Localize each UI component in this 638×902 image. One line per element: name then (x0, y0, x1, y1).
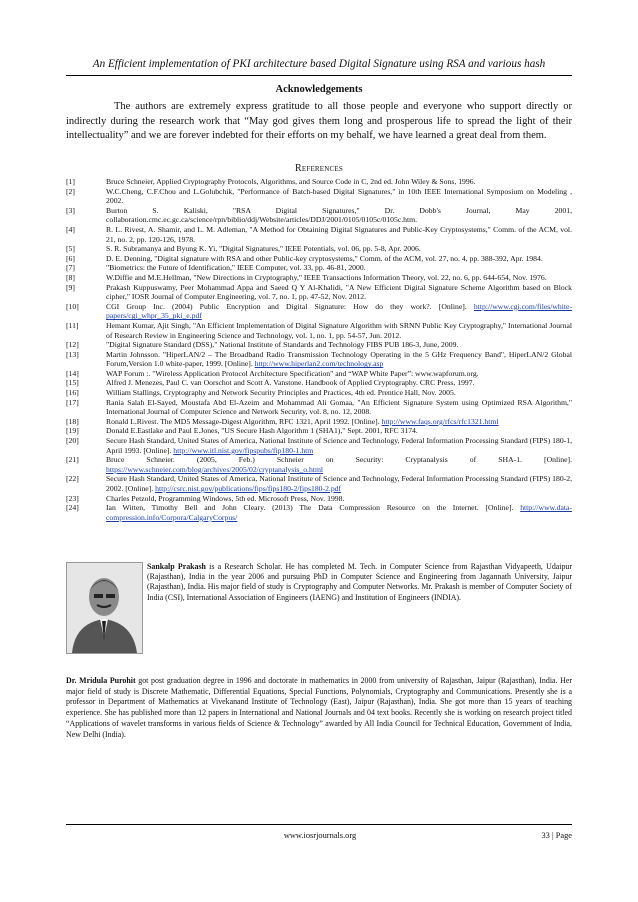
reference-text: D. E. Denning, "Digital signature with RSA and other Public-key cryptosystems," Comm. of the ACM, vol. 27, no. 4, pp. 388-392, Apr. 1984. (106, 253, 543, 263)
acknowledgements-body: The authors are extremely express gratitude to all those people and everyone who support directly or indirectly during the research work that “May god gives them long and prosperous life to spread the light of their intellectuality” and we are forever indebted for their efforts on my behalf, we have learned a great deal from them. (66, 101, 572, 142)
reference-item (66, 417, 572, 427)
reference-text: CGI Group Inc. (2004) Public Encryption and Digital Signature: How do they work?. [Online]. http://www.cgi.com/files/white-papers/cgi_whpr_35_pki_e.pdf (106, 301, 573, 321)
footer-rule (66, 824, 572, 825)
reference-text: Bruce Schneier, Applied Cryptography Protocols, Algorithms, and Source Code in C, 2nd ed. John Wiley & Sons, 1996. (106, 177, 476, 186)
reference-text: Secure Hash Standard, United States of America, National Institute of Science and Technology, Federal Information Processing Standard (FIPS) 180-2, 2002. [Online]. http://csrc.nist.gov/publications/fips/fips180-2/fips180-2.pdf (106, 474, 572, 493)
reference-text: W.Diffie and M.E.Hellman, "New Directions in Cryptography," IEEE Transactions Information Theory, vol. 22, no. 6, pp. 644-654, Nov. 1976. (106, 272, 547, 282)
reference-number: [20] (66, 436, 79, 446)
reference-link[interactable]: http://csrc.nist.gov/publications/fips/fips180-2/fips180-2.pdf (155, 484, 342, 493)
reference-number: [5] (66, 244, 75, 254)
reference-item (66, 503, 572, 522)
reference-item (66, 426, 572, 436)
reference-number: [23] (66, 493, 79, 503)
acknowledgements-title: Acknowledgements (275, 84, 363, 95)
reference-text: Burton S. Kaliski, "RSA Digital Signatures," Dr. Dobb's Journal, May 2001, collaboration.cmc.ec.gc.ca/science/rpn/biblio/ddj/Website/articles/DDJ/2001/0105/0105c/0105c.htm. (106, 205, 572, 225)
reference-item (66, 254, 572, 264)
reference-item (66, 321, 572, 340)
reference-text: WAP Forum :. "Wireless Application Protocol Architecture Specification" and “WAP White Paper”: www.wapforum.org. (106, 368, 479, 378)
references-list (66, 177, 572, 522)
author-name: Sankalp Prakash (147, 562, 206, 571)
reference-text: Donald E.Eastlake and Paul E.Jones, "US Secure Hash Algorithm 1 (SHA1)," Sept. 2001, RFC 3174. (106, 426, 418, 436)
reference-text: Rania Salah El-Sayed, Moustafa Abd El-Azeim and Mohammad Ali Gomaa, "An Efficient Signature System using Optimized RSA Algorithm," International Journal of Computer Science and Network Security, vol. 8, no. 12, 2008. (106, 397, 572, 417)
reference-item (66, 273, 572, 283)
reference-link[interactable]: http://www.data-compression.info/Corpora/CalgaryCorpus/ (106, 503, 572, 522)
reference-number: [13] (66, 349, 79, 359)
running-header: An Efficient implementation of PKI architecture based Digital Signature using RSA and various hash (92, 58, 546, 70)
reference-text: W.C.Cheng, C.F.Chou and L.Golubchik, "Performance of Batch-based Digital Signatures," in 10th IEEE International Symposium on Modeling , 2002. (106, 186, 572, 206)
reference-text: "Biometrics: the Future of Identification," IEEE Computer, vol. 33, pp. 46-81, 2000. (106, 263, 366, 273)
reference-item (66, 388, 572, 398)
reference-number: [17] (66, 397, 79, 407)
reference-number: [7] (66, 263, 75, 273)
footer-website: www.iosrjournals.org (283, 831, 357, 840)
reference-text: Secure Hash Standard, United States of America, National Institute of Science and Technology, Federal Information Processing Standard (FIPS) 180-1, April 1993. [Online]. http://www.itl.nist.gov/fipspubs/fip180-1.htm (106, 436, 572, 455)
reference-number: [2] (66, 186, 75, 196)
reference-text: Charles Petzold, Programming Windows, 5th ed. Microsoft Press, Nov. 1998. (106, 493, 345, 503)
reference-item (66, 244, 572, 254)
reference-text: Ronald L.Rivest. The MD5 Message-Digest Algorithm, RFC 1321, April 1992. [Online]. http://www.faqs.org/rfcs/rfc1321.html (106, 416, 499, 426)
reference-number: [4] (66, 224, 75, 234)
reference-text: S. R. Subramanya and Byung K. Yi, "Digital Signatures," IEEE Potentials, vol. 06, pp. 5-8, Apr. 2006. (106, 244, 421, 254)
references-title: References (295, 163, 343, 174)
reference-text: Bruce Schneier. (2005, Feb.) Schneier on Security: Cryptanalysis of SHA-1. [Online]. https://www.schneier.com/blog/archives/2005/02/cryptanalysis_o.html (106, 455, 572, 474)
reference-number: [11] (66, 320, 79, 330)
header-rule (66, 75, 572, 76)
reference-number: [12] (66, 340, 79, 350)
reference-item (66, 369, 572, 379)
reference-item (66, 177, 572, 187)
reference-number: [14] (66, 368, 79, 378)
reference-item (66, 302, 572, 321)
author-photo (66, 562, 143, 654)
reference-text: "Digital Signature Standard (DSS)," National Institute of Standards and Technology FIBS PUB 186-3, June, 2009. (106, 340, 459, 350)
reference-text: Hemant Kumar, Ajit Singh, "An Efficient Implementation of Digital Signature Algorithm with SRNN Public Key Cryptography," International Journal of Research Review in Engineering Science and Technology, vol. 1, no. 1, pp. 54-57, Jun. 2012. (106, 320, 572, 340)
author-bio-text: Sankalp Prakash is a Research Scholar. He has completed M. Tech. in Computer Science from Rajasthan Vidyapeeth, Udaipur (Rajasthan), India in the year 2006 and pursuing PhD in Computer Science and Engineering from Jagannath University, Jaipur (Rajasthan), India. His major field of study is Cryptography and Computer Networks. Mr. Prakash is member of Computer Society of India (CSI), International Association of Engineers (IAENG) and Institution of Engineers (INDIA). (147, 562, 572, 602)
reference-link[interactable]: http://www.cgi.com/files/white-papers/cgi_whpr_35_pki_e.pdf (106, 301, 573, 321)
reference-text: Martin Johnsson. "HiperLAN/2 – The Broadband Radio Transmission Technology Operating in the 5 GHz Frequency Band", HiperLAN/2 Global Forum,Version 1.0 white-paper, 1999. [Online]. http://www.hiperlan2.com/technology.asp (106, 349, 572, 369)
reference-number: [1] (66, 177, 75, 186)
reference-text: Prakash Kuppuswamy, Peer Mohammad Appa and Saeed Q Y Al-Khalidi, "A New Efficient Digital Signature Scheme Algorithm based on Block cipher," IOSR Journal of Computer Engineering, vol. 7, no. 1, pp. 47-52, Nov. 2012. (106, 282, 572, 302)
reference-item (66, 206, 572, 225)
author-name: Dr. Mridula Purohit (66, 676, 136, 685)
reference-link[interactable]: http://www.faqs.org/rfcs/rfc1321.html (381, 416, 499, 426)
reference-text: Alfred J. Menezes, Paul C. van Oorschot and Scott A. Vanstone. Handbook of Applied Cryptography. CRC Press, 1997. (106, 378, 475, 388)
footer-page-number: 33 | Page (541, 831, 572, 840)
reference-item (66, 340, 572, 350)
author-bio-mridula: Dr. Mridula Purohit got post graduation degree in 1996 and doctorate in mathematics in 2000 from university of Rajasthan, Jaipur (Rajasthan), India. Her major field of study is Discrete Mathematic, Differential Equations, Special Functions, Polynomials, Cryptography and Communications. Presently she is a professor in Department of Mathematics at Vivekanand Institute of Technology (East), Jaipur (Rajasthan), India. She got more than 15 years of teaching experience. She has published more than 12 papers in International and National Journals and 04 text books. Recently she is working on research project titled “Applications of wavelet transforms in various fields of Science & Technology” awarded by All India Council for Technical Education, Government of India, New Delhi (India). (66, 676, 572, 739)
reference-number: [19] (66, 426, 79, 436)
reference-number: [15] (66, 378, 79, 388)
reference-item (66, 263, 572, 273)
reference-item (66, 494, 572, 504)
reference-item (66, 398, 572, 417)
reference-link[interactable]: http://www.hiperlan2.com/technology.asp (254, 359, 384, 369)
reference-number: [21] (66, 455, 79, 465)
reference-item (66, 283, 572, 302)
reference-text: R. L. Rivest, A. Shamir, and L. M. Adleman, "A Method for Obtaining Digital Signatures and Public-Key Cryptosystems," Comm. of the ACM, vol. 21, no. 2, pp. 120-126, 1978. (106, 224, 572, 244)
reference-number: [10] (66, 301, 79, 311)
reference-text: William Stallings, Cryptography and Network Security Principles and Practices, 4th ed. Prentice Hall, Nov. 2005. (106, 388, 456, 398)
reference-item (66, 474, 572, 493)
reference-number: [16] (66, 388, 79, 398)
reference-number: [6] (66, 253, 75, 263)
reference-number: [18] (66, 416, 79, 426)
reference-number: [8] (66, 272, 75, 282)
reference-item (66, 455, 572, 474)
reference-number: [24] (66, 503, 79, 513)
reference-item (66, 350, 572, 369)
reference-item (66, 187, 572, 206)
reference-link[interactable]: http://www.itl.nist.gov/fipspubs/fip180-1.htm (173, 445, 314, 455)
reference-link[interactable]: https://www.schneier.com/blog/archives/2005/02/cryptanalysis_o.html (106, 464, 324, 474)
reference-item (66, 378, 572, 388)
reference-number: [9] (66, 282, 75, 292)
reference-number: [3] (66, 205, 75, 215)
reference-text: Ian Witten, Timothy Bell and John Cleary. (2013) The Data Compression Resource on the Internet. [Online]. http://www.data-compression.info/Corpora/CalgaryCorpus/ (106, 503, 572, 522)
reference-number: [22] (66, 474, 79, 484)
reference-item (66, 225, 572, 244)
reference-item (66, 436, 572, 455)
